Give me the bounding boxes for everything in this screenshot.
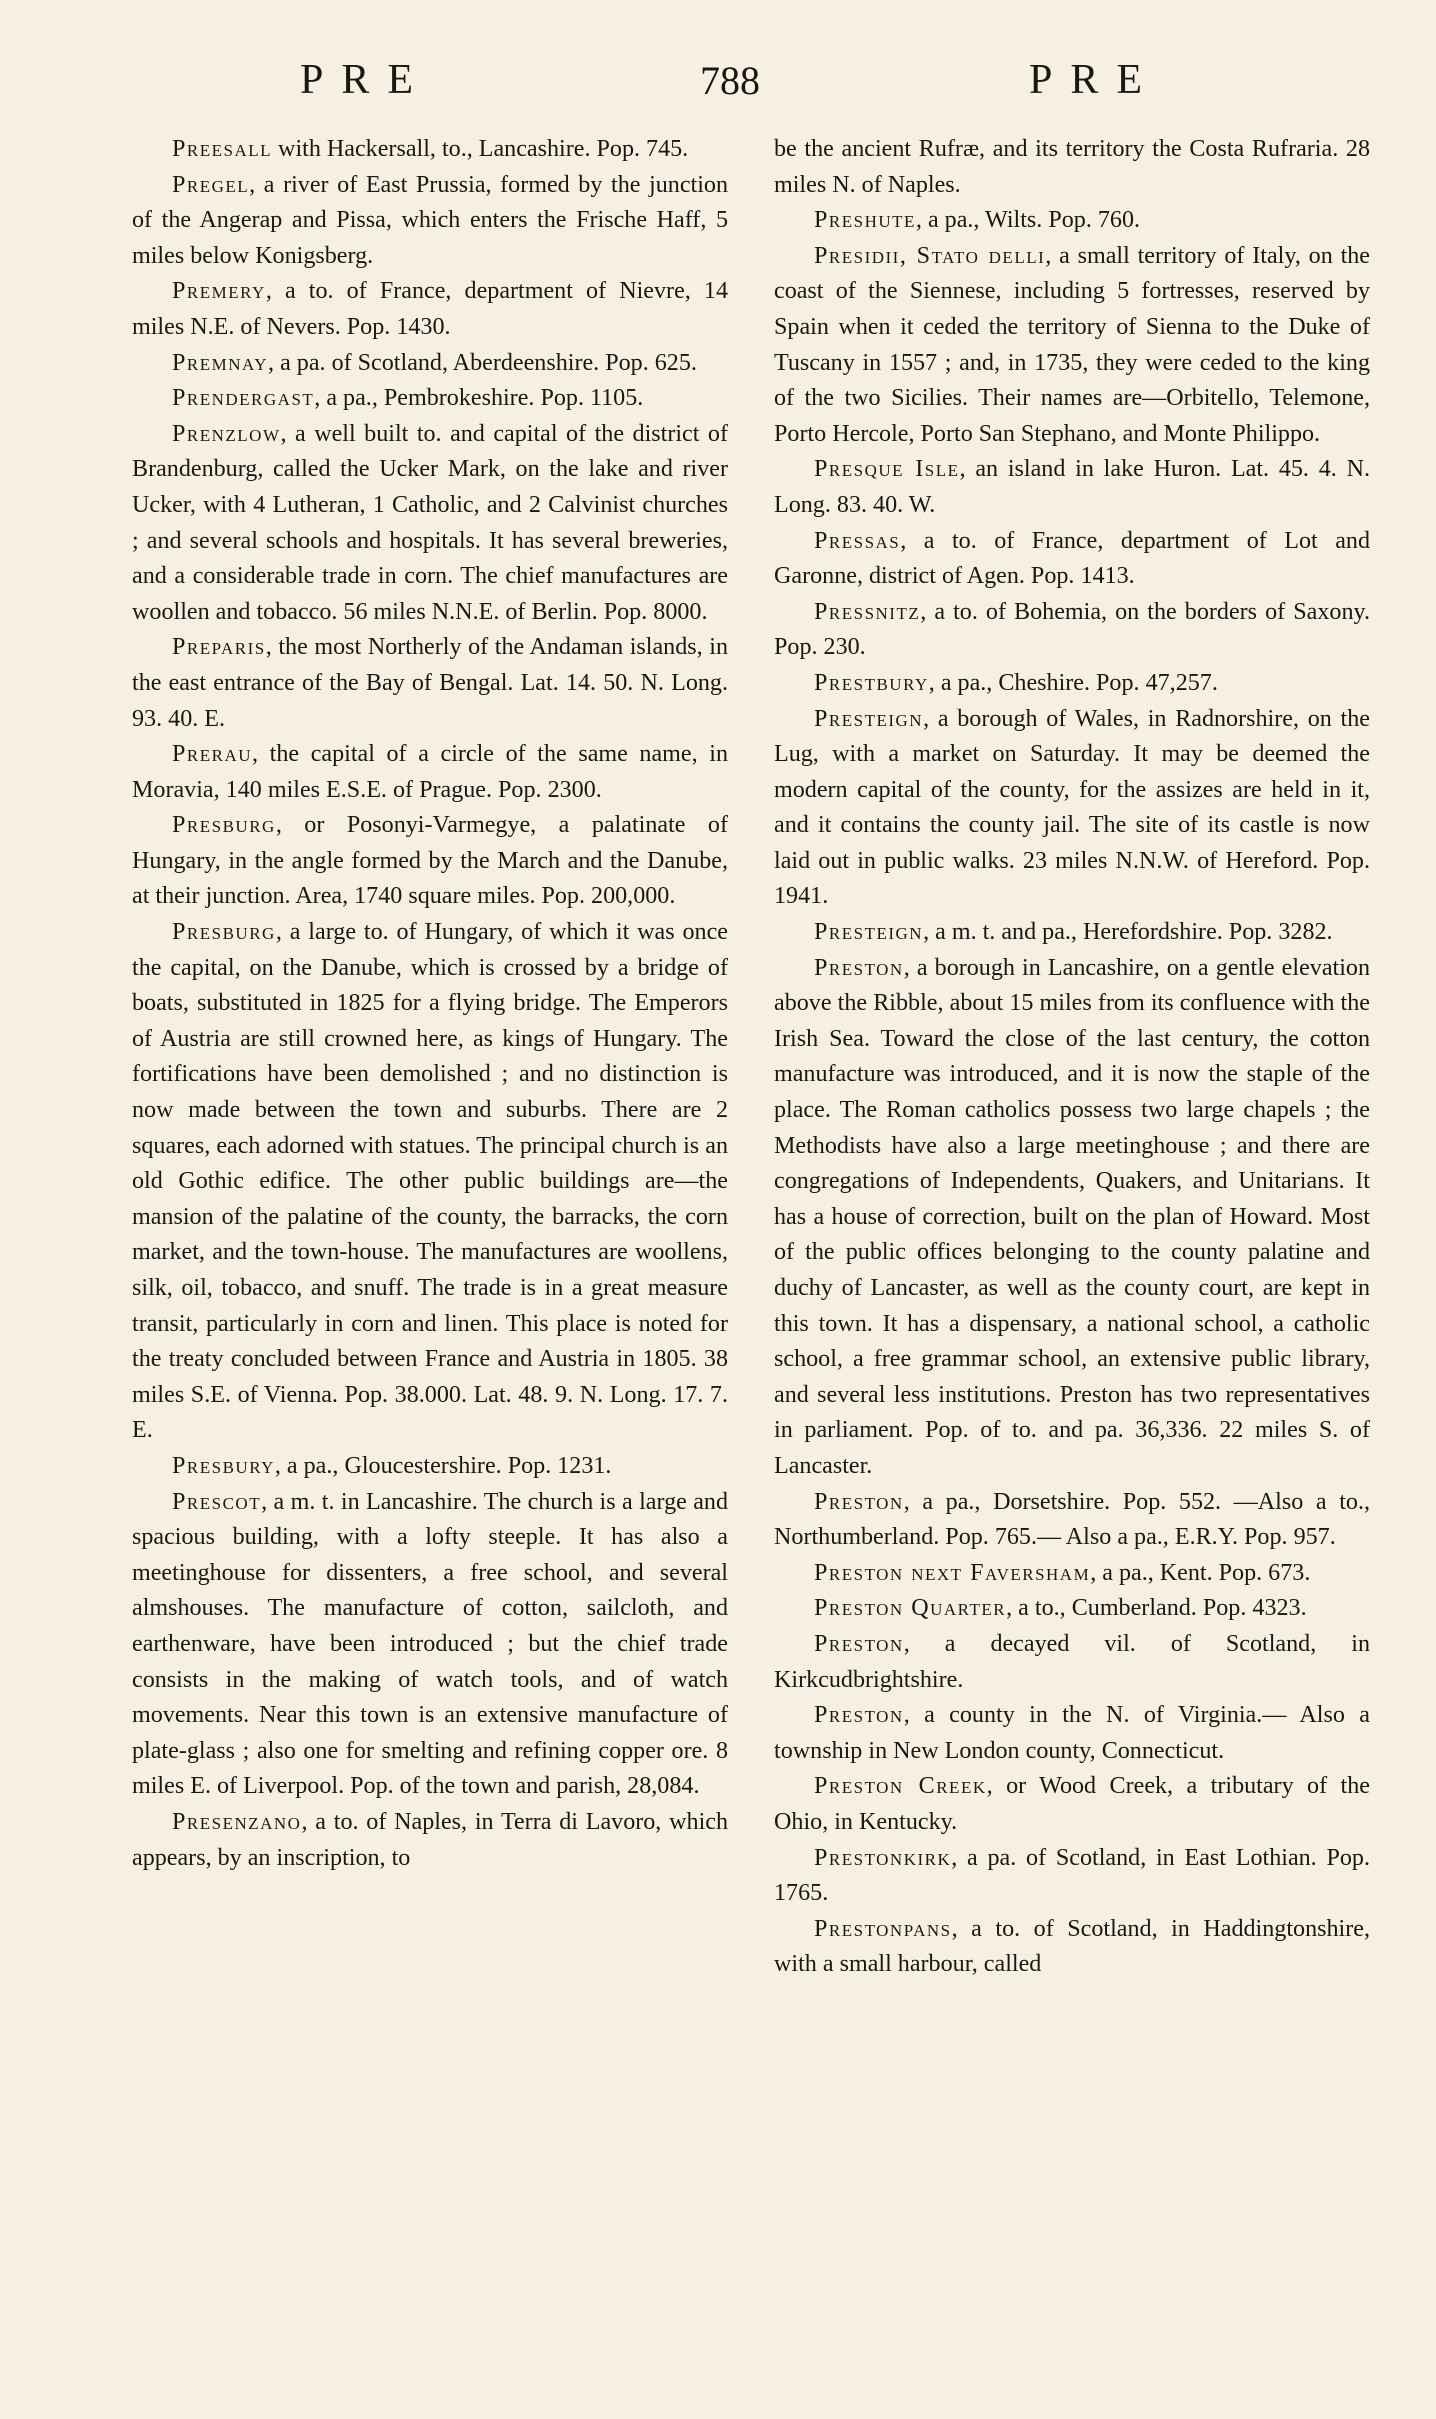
dictionary-entry: [132, 417, 728, 631]
dictionary-entry: [774, 1912, 1370, 1983]
entry-headword: Prestonkirk: [814, 1844, 952, 1871]
entry-headword: Preparis: [172, 634, 266, 661]
entry-headword: Presburg: [172, 812, 276, 839]
dictionary-entry: [132, 1449, 728, 1485]
entry-text: with Hackersall, to., Lancashire. Pop. 745.: [272, 136, 689, 162]
entry-headword: Prestonpans: [814, 1915, 952, 1942]
dictionary-entry: [774, 595, 1370, 666]
entry-text: , a pa. of Scotland, in East Lothian. Pop. 1765.: [774, 1844, 1370, 1907]
entry-text: , a decayed vil. of Scotland, in Kirkcudbrightshire.: [774, 1630, 1370, 1693]
dictionary-entry: [132, 915, 728, 1449]
entry-text: , a to. of Scotland, in Haddingtonshire, with a small harbour, called: [774, 1915, 1370, 1978]
dictionary-entry: [774, 951, 1370, 1485]
dictionary-entry: [774, 524, 1370, 595]
entry-headword: Preshute: [814, 207, 916, 234]
dictionary-entry: [774, 1698, 1370, 1769]
entry-text: , a to., Cumberland. Pop. 4323.: [1006, 1595, 1307, 1622]
entry-text: , a pa., Pembrokeshire. Pop. 1105.: [314, 385, 644, 412]
dictionary-entry: [132, 630, 728, 737]
header-left-keyword: PRE: [300, 57, 432, 103]
dictionary-entry: [132, 168, 728, 275]
dictionary-entry: [774, 1591, 1370, 1627]
entry-text: , an island in lake Huron. Lat. 45. 4. N. Long. 83. 40. W.: [774, 456, 1370, 518]
dictionary-entry: [774, 1556, 1370, 1592]
entry-headword: Prendergast: [172, 385, 315, 412]
dictionary-entry: [774, 203, 1370, 239]
dictionary-entry: [132, 346, 728, 382]
entry-headword: Preston: [814, 954, 904, 981]
entry-headword: Preston Creek: [814, 1773, 987, 1800]
page-number: 788: [700, 57, 760, 103]
entry-headword: Premnay: [172, 349, 269, 376]
entry-headword: Preesall: [172, 136, 273, 162]
left-column: [132, 132, 728, 1876]
entry-headword: Presbury: [172, 1452, 275, 1479]
entry-headword: Preston: [814, 1630, 904, 1657]
dictionary-entry: [132, 274, 728, 345]
entry-text: , a river of East Prussia, formed by the junction of the Angerap and Pissa, which enters the Frische Haff, 5 miles below Konigsberg.: [132, 171, 728, 269]
entry-headword: Presteign: [814, 705, 924, 732]
entry-headword: Premery: [172, 278, 266, 305]
entry-text: , a to. of France, department of Nievre, 14 miles N.E. of Nevers. Pop. 1430.: [132, 278, 728, 340]
entry-headword: Presidii, Stato delli: [814, 242, 1046, 269]
dictionary-entry: [774, 1769, 1370, 1840]
right-column: [774, 132, 1370, 1983]
entry-headword: Prescot: [172, 1488, 262, 1515]
entry-text: , a pa., Wilts. Pop. 760.: [915, 207, 1141, 234]
entry-headword: Preston Quarter: [814, 1595, 1007, 1622]
running-header: [300, 52, 1160, 108]
entry-headword: Prestbury: [814, 669, 929, 696]
entry-text: , a large to. of Hungary, of which it was once the capital, on the Danube, which is crossed by a bridge of boats, substituted in 1825 for a flying bridge. The Emperors of Austria are still crowned here, as kings of Hungary. The fortifications have been demolished ; and no distinction is now made between the town and suburbs. There are 2 squares, each adorned with statues. The principal church is an old Gothic edifice. The other public buildings are—the mansion of the palatine of the county, the barracks, the corn market, and the town-house. The manufactures are woollens, silk, oil, tobacco, and snuff. The trade is in a great measure transit, particularly in corn and linen. This place is noted for the treaty concluded between France and Austria in 1805. 38 miles S.E. of Vienna. Pop. 38.000. Lat. 48. 9. N. Long. 17. 7. E.: [132, 919, 728, 1444]
entry-text: , a to. of France, department of Lot and Garonne, district of Agen. Pop. 1413.: [774, 527, 1370, 590]
entry-headword: Prerau: [172, 741, 253, 768]
entry-text: , the capital of a circle of the same name, in Moravia, 140 miles E.S.E. of Prague. Pop. 2300.: [132, 741, 728, 803]
dictionary-entry: [132, 737, 728, 808]
dictionary-entry: [132, 381, 728, 417]
dictionary-entry: [774, 452, 1370, 523]
dictionary-entry: [774, 1485, 1370, 1556]
entry-text: , a county in the N. of Virginia.— Also a township in New London county, Connecticut.: [774, 1702, 1370, 1764]
entry-headword: Preston next Faversham: [814, 1559, 1091, 1586]
entry-headword: Preston: [814, 1702, 904, 1729]
dictionary-entry: [774, 702, 1370, 916]
entry-headword: Pregel: [172, 171, 250, 198]
entry-headword: Presenzano: [172, 1808, 302, 1835]
dictionary-entry: [774, 239, 1370, 453]
dictionary-entry: [132, 132, 728, 168]
dictionary-entry: [132, 1805, 728, 1876]
entry-headword: Pressnitz: [814, 598, 921, 625]
entry-headword: Pressas: [814, 527, 901, 554]
entry-text: , a pa., Cheshire. Pop. 47,257.: [928, 669, 1218, 696]
dictionary-entry: [132, 808, 728, 915]
dictionary-entry: [132, 1485, 728, 1805]
entry-headword: Presque Isle: [814, 456, 960, 483]
entry-headword: Presburg: [172, 919, 276, 946]
entry-text: , a pa. of Scotland, Aberdeenshire. Pop. 625.: [268, 349, 697, 376]
entry-text: , a pa., Gloucestershire. Pop. 1231.: [274, 1452, 612, 1479]
entry-headword: Presteign: [814, 919, 924, 946]
entry-text: , a to. of Bohemia, on the borders of Saxony. Pop. 230.: [774, 598, 1370, 661]
dictionary-entry: [774, 666, 1370, 702]
entry-text: , the most Northerly of the Andaman islands, in the east entrance of the Bay of Bengal. Lat. 14. 50. N. Long. 93. 40. E.: [132, 634, 728, 732]
header-right-keyword: PRE: [1028, 57, 1160, 103]
entry-text: , a borough in Lancashire, on a gentle elevation above the Ribble, about 15 miles from its confluence with the Irish Sea. Toward the close of the last century, the cotton manufacture was introduced, and it is now the staple of the place. The Roman catholics possess two large chapels ; the Methodists have also a large meetinghouse ; and there are congregations of Independents, Quakers, and Unitarians. It has a house of correction, built on the plan of Howard. Most of the public offices belonging to the county palatine and duchy of Lancaster, as well as the county court, are kept in this town. It has a dispensary, a national school, a catholic school, a free grammar school, an extensive public library, and several less institutions. Preston has two representatives in parliament. Pop. of to. and pa. 36,336. 22 miles S. of Lancaster.: [774, 954, 1370, 1479]
entry-text: , a pa., Dorsetshire. Pop. 552. —Also a to., Northumberland. Pop. 765.— Also a pa., E.R.Y. Pop. 957.: [774, 1488, 1370, 1551]
entry-text: , or Posonyi-Varmegye, a palatinate of Hungary, in the angle formed by the March and the Danube, at their junction. Area, 1740 square miles. Pop. 200,000.: [132, 812, 728, 910]
entry-continuation: be the ancient Rufræ, and its territory the Costa Rufraria. 28 miles N. of Naples.: [774, 136, 1370, 198]
dictionary-entry: [774, 1841, 1370, 1912]
entry-text: , a m. t. in Lancashire. The church is a large and spacious building, with a lofty steeple. It has also a meetinghouse for dissenters, a free school, and several almshouses. The manufacture of cotton, sailcloth, and earthenware, have been introduced ; but the chief trade consists in the making of watch tools, and of watch movements. Near this town is an extensive manufacture of plate-glass ; also one for smelting and refining copper ore. 8 miles E. of Liverpool. Pop. of the town and parish, 28,084.: [132, 1488, 728, 1800]
dictionary-entry: [774, 915, 1370, 951]
entry-text: , a to. of Naples, in Terra di Lavoro, which appears, by an inscription, to: [132, 1808, 728, 1871]
entry-headword: Preston: [814, 1488, 904, 1515]
entry-text: , a borough of Wales, in Radnorshire, on the Lug, with a market on Saturday. It may be deemed the modern capital of the county, for the assizes are held in it, and it contains the county jail. The site of its castle is now laid out in public walks. 23 miles N.N.W. of Hereford. Pop. 1941.: [774, 705, 1370, 910]
entry-text: , a m. t. and pa., Herefordshire. Pop. 3282.: [923, 919, 1333, 946]
entry-text: , a well built to. and capital of the district of Brandenburg, called the Ucker Mark, on the lake and river Ucker, with 4 Lutheran, 1 Catholic, and 2 Calvinist churches ; and several schools and hospitals. It has several breweries, and a considerable trade in corn. The chief manufactures are woollen and tobacco. 56 miles N.N.E. of Berlin. Pop. 8000.: [132, 420, 728, 625]
entry-text: , or Wood Creek, a tributary of the Ohio, in Kentucky.: [774, 1773, 1370, 1835]
entry-text: , a pa., Kent. Pop. 673.: [1090, 1559, 1311, 1586]
entry-text: , a small territory of Italy, on the coast of the Siennese, including 5 fortresses, reserved by Spain when it ceded the territory of Sienna to the Duke of Tuscany in 1557 ; and, in 1735, they were ceded to the king of the two Sicilies. Their names are—Orbitello, Telemone, Porto Hercole, Porto San Stephano, and Monte Philippo.: [774, 242, 1370, 447]
entry-headword: Prenzlow: [172, 420, 281, 447]
dictionary-entry: [774, 1627, 1370, 1698]
